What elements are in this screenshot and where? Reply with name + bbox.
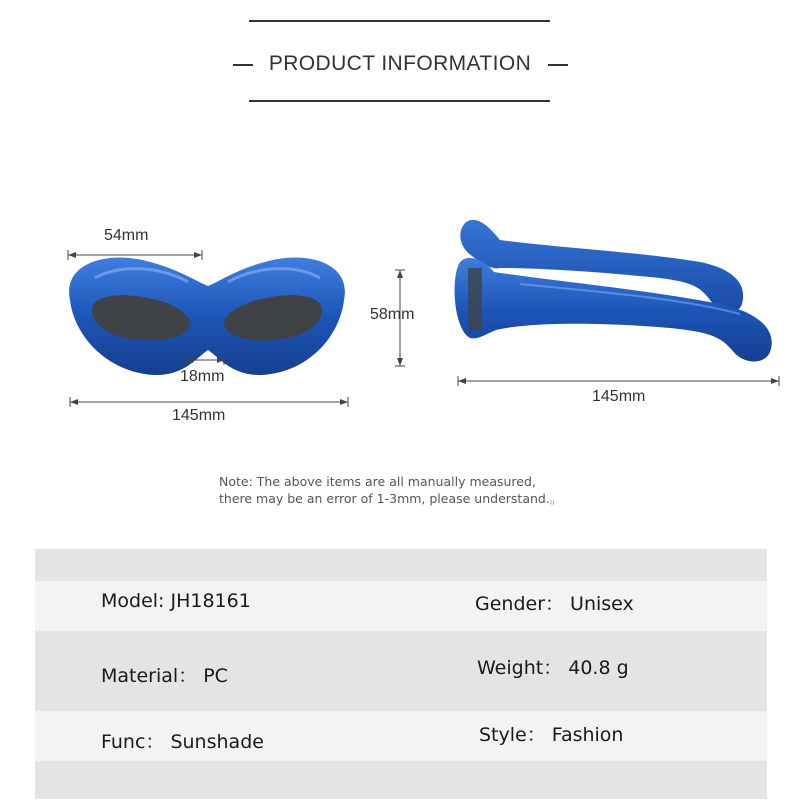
measurement-note (219, 473, 562, 507)
note-line-2: there may be an error of 1-3mm, please understand.。 (219, 491, 563, 506)
spec-gender: Gender： Unisex (475, 593, 634, 615)
spec-style: Style： Fashion (479, 724, 624, 746)
lens-width-label: 54mm (104, 227, 149, 244)
table-band (35, 761, 767, 799)
frame-width-label: 145mm (172, 407, 226, 424)
spec-weight: Weight： 40.8 g (477, 657, 629, 679)
spec-model: Model: JH18161 (101, 590, 251, 612)
note-line-1: Note: The above items are all manually measured, (219, 474, 536, 489)
bridge-width-label: 18mm (180, 368, 225, 385)
frame-height-label: 58mm (370, 306, 415, 323)
temple-length-label: 145mm (592, 388, 646, 405)
spec-material: Material： PC (101, 665, 228, 687)
table-band (35, 549, 767, 581)
spec-func: Func： Sunshade (101, 731, 264, 753)
page-title: PRODUCT INFORMATION (268, 52, 532, 75)
spec-table (35, 549, 767, 799)
side-dimension-lines (458, 376, 779, 386)
